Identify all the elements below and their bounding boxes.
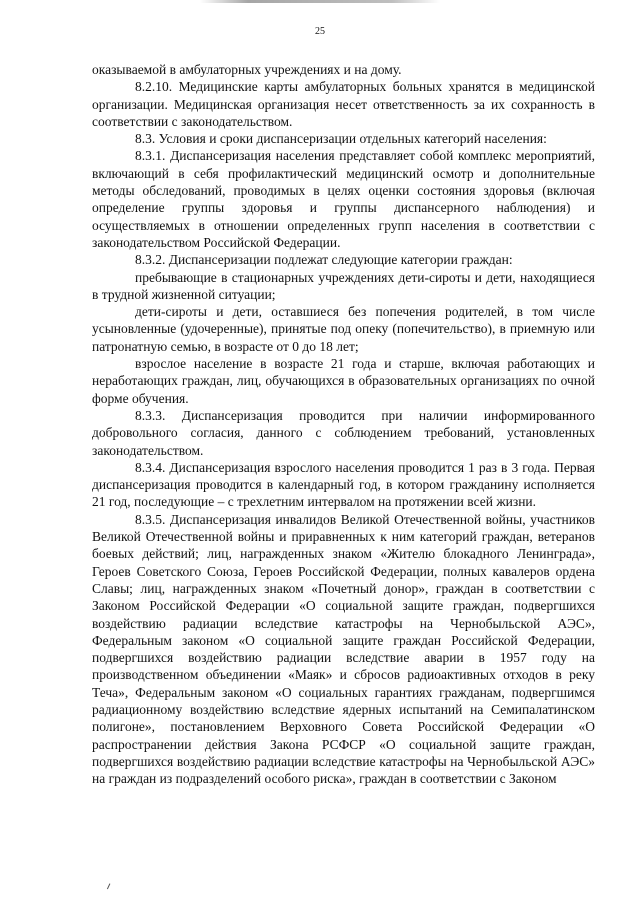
list-item-adult-population: взрослое население в возрасте 21 года и старше, включая работающих и неработающих граждан, лиц, обучающихся в образовательных организациях по очной форме обучения.	[92, 356, 595, 406]
paragraph-8-3-4: 8.3.4. Диспансеризация взрослого населения проводится 1 раз в 3 года. Первая диспансеризация проводится в календарный год, в котором гражданину исполняется 21 год, последующие – с трехлетним интервалом на протяжении всей жизни.	[92, 459, 595, 510]
page-number: 25	[315, 26, 325, 37]
scan-edge-artifact	[200, 0, 440, 3]
paragraph-8-3: 8.3. Условия и сроки диспансеризации отдельных категорий населения:	[135, 131, 547, 147]
paragraph-8-3-1: 8.3.1. Диспансеризация населения представляет собой комплекс мероприятий, включающий в себя профилактический медицинский осмотр и дополнительные методы обследований, проводимых в целях оценки состояния здоровья (включая определение группы здоровья и группы диспансерного наблюдения) и осуществляемых в отношении определенных групп населения в соответствии с законодательством Российской Федерации.	[92, 148, 595, 250]
list-item-orphans-without-care: дети-сироты и дети, оставшиеся без попечения родителей, в том числе усыновленные (удочеренные), принятые под опеку (попечительство), в приемную или патронатную семью, в возрасте от 0 до 18 лет;	[92, 304, 595, 354]
paragraph-continuation: оказываемой в амбулаторных учреждениях и на дому.	[92, 62, 402, 77]
paragraph-8-2-10: 8.2.10. Медицинские карты амбулаторных больных хранятся в медицинской организации. Медицинская организация несет ответственность за их сохранность в соответствии с законодательством.	[92, 79, 595, 129]
document-body	[92, 61, 595, 787]
paragraph-8-3-5: 8.3.5. Диспансеризация инвалидов Великой Отечественной войны, участников Великой Отечественной войны и приравненных к ним категорий граждан, ветеранов боевых действий; лиц, награжденных знаком «Жителю блокадного Ленинграда», Героев Советского Союза, Героев Российской Федерации, полных кавалеров ордена Славы; лиц, награжденных знаком «Почетный донор», граждан в соответствии с Законом Российской Федерации «О социальной защите граждан, подвергшихся воздействию радиации вследствие катастрофы на Чернобыльской АЭС», Федеральным законом «О социальной защите граждан Российской Федерации, подвергшихся воздействию радиации вследствие аварии в 1957 году на производственном объединении «Маяк» и сбросов радиоактивных отходов в реку Теча», Федеральным законом «О социальных гарантиях гражданам, подвергшимся радиационному воздействию вследствие ядерных испытаний на Семипалатинском полигоне», постановлением Верховного Совета Российской Федерации «О распространении действия Закона РСФСР «О социальной защите граждан, подвергшихся воздействию радиации вследствие катастрофы на Чернобыльской АЭС» на граждан из подразделений особого риска», граждан в соответствии с Законом	[92, 511, 595, 787]
paragraph-8-3-3: 8.3.3. Диспансеризация проводится при наличии информированного добровольного согласия, данного с соблюдением требований, установленных законодательством.	[92, 407, 595, 458]
scan-pen-mark	[107, 883, 113, 890]
paragraph-8-3-2: 8.3.2. Диспансеризации подлежат следующие категории граждан:	[135, 252, 513, 268]
list-item-orphans-in-institutions: пребывающие в стационарных учреждениях дети-сироты и дети, находящиеся в трудной жизненной ситуации;	[92, 269, 595, 302]
